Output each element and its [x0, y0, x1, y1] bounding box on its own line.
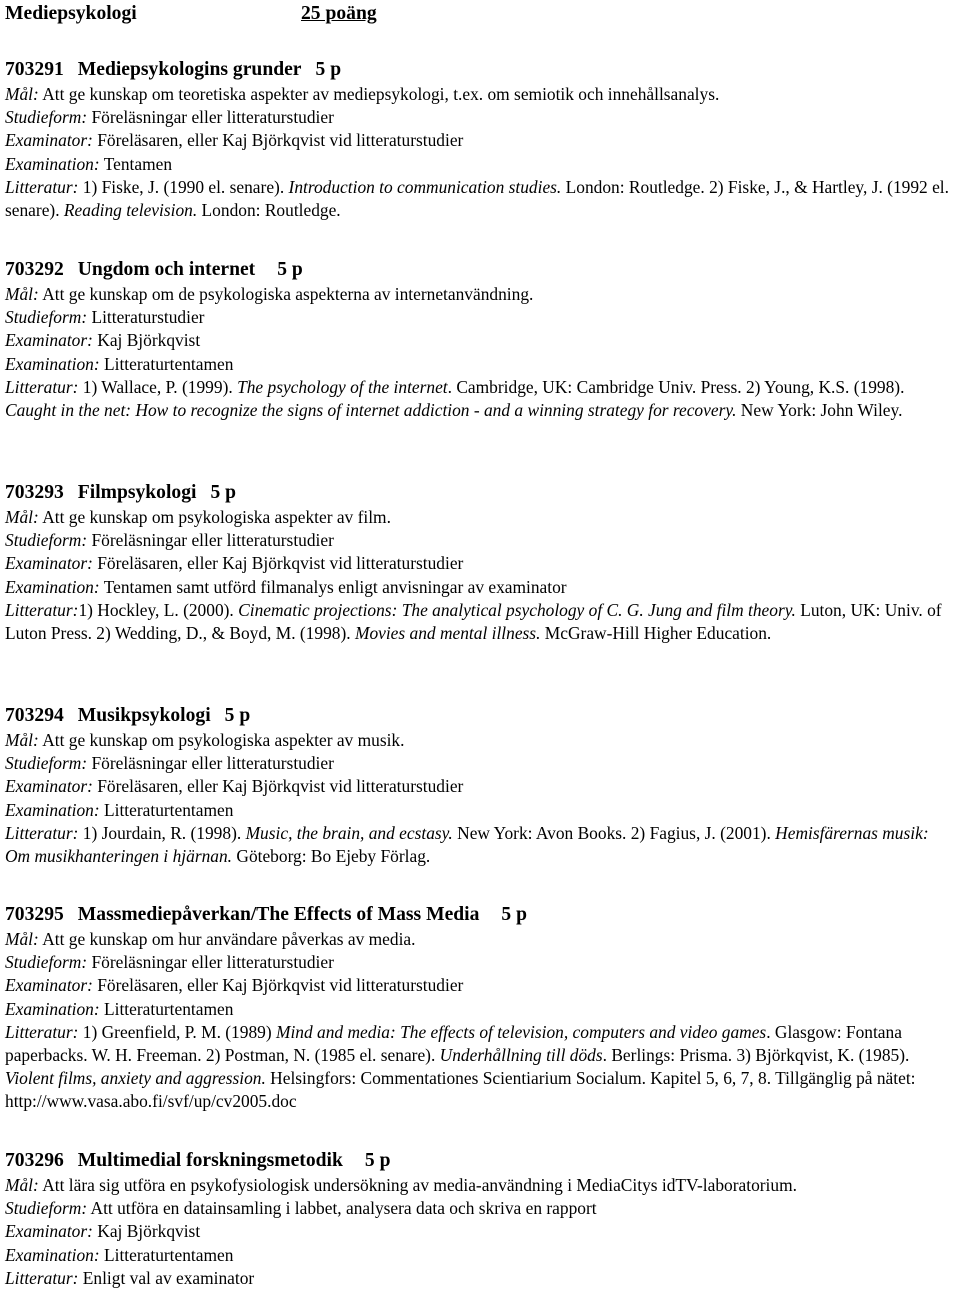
literature-text: 1) Hockley, L. (2000). [78, 599, 239, 620]
literature-title: Music, the brain, and ecstasy. [245, 822, 453, 843]
examiner-label: Examinator: [5, 975, 93, 996]
course-credits: 5 p [364, 1150, 391, 1171]
examination-text: Litteraturtentamen [99, 353, 234, 374]
course-section [5, 258, 957, 422]
course-name: Filmpsykologi [77, 482, 197, 503]
course-code: 703292 [5, 259, 64, 280]
course-study-form [5, 106, 957, 129]
literature-text: 1) Wallace, P. (1999). [78, 376, 238, 397]
literature-text: Göteborg: Bo Ejeby Förlag. [232, 846, 431, 867]
course-credits: 5 p [277, 259, 303, 280]
course-study-form [5, 306, 957, 329]
examination-text: Litteraturtentamen [99, 799, 234, 820]
goal-text: Att ge kunskap om teoretiska aspekter av mediepsykologi, t.ex. om semiotik och innehållsanalys. [38, 84, 720, 104]
examination-text: Tentamen [99, 153, 173, 174]
goal-label: Mål: [5, 1175, 39, 1195]
course-goal [5, 1174, 957, 1197]
course-code: 703294 [5, 705, 64, 726]
literature-title: Mind and media: The effects of television, computers and video games [275, 1021, 767, 1042]
literature-text: Helsingfors: Commentationes Scientiarium Socialum. Kapitel 5, 6, 7, 8. Tillgänglig på nätet: http://www.vasa.abo.fi/svf/up/cv2005.doc [5, 1068, 916, 1112]
course-examiner [5, 129, 957, 152]
study-form-label: Studieform: [5, 107, 88, 128]
literature-text: London: Routledge. [197, 200, 341, 221]
course-code: 703293 [5, 482, 64, 503]
study-form-text: Föreläsningar eller litteraturstudier [87, 530, 334, 551]
goal-text: Att lära sig utföra en psykofysiologisk undersökning av media-användning i MediaCitys idTV-laboratorium. [38, 1175, 797, 1195]
course-study-form [5, 529, 957, 552]
course-examination [5, 799, 957, 822]
course-examiner [5, 552, 957, 575]
course-literature [5, 1267, 957, 1290]
examination-label: Examination: [5, 153, 100, 174]
course-goal [5, 283, 957, 306]
course-name: Ungdom och internet [77, 259, 256, 280]
literature-label: Litteratur: [5, 822, 79, 843]
course-section [5, 1149, 957, 1290]
goal-label: Mål: [5, 507, 39, 527]
literature-title: Underhållning till döds [439, 1045, 603, 1066]
course-examination [5, 1244, 957, 1267]
literature-text: . Glasgow: Fontana paperbacks. W. H. Freeman. 2) Postman, N. (1985 el. senare). [5, 1021, 902, 1066]
examiner-text: Föreläsaren, eller Kaj Björkqvist vid litteraturstudier [92, 553, 464, 574]
study-form-text: Litteraturstudier [87, 307, 205, 328]
literature-text: 1) Greenfield, P. M. (1989) [78, 1021, 276, 1042]
course-heading [5, 704, 957, 728]
study-form-text: Att utföra en datainsamling i labbet, analysera data och skriva en rapport [87, 1198, 597, 1219]
course-credits: 5 p [210, 482, 237, 503]
literature-title: Caught in the net: How to recognize the signs of internet addiction - and a winning strategy for recovery. [5, 400, 737, 421]
literature-text: Luton, UK: Univ. of Luton Press. 2) Wedding, D., & Boyd, M. (1998). [5, 599, 942, 644]
literature-text: 1) Jourdain, R. (1998). [78, 822, 246, 843]
course-section [5, 903, 957, 1114]
literature-title: The psychology of the internet [237, 376, 448, 397]
goal-label: Mål: [5, 284, 39, 304]
course-goal [5, 928, 957, 951]
literature-text: London: Routledge. 2) Fiske, J., & Hartley, J. (1992 el. senare). [5, 176, 949, 221]
literature-text: . Berlings: Prisma. 3) Björkqvist, K. (1985). [602, 1045, 910, 1066]
examiner-label: Examinator: [5, 776, 93, 797]
examination-label: Examination: [5, 353, 100, 374]
examination-text: Litteraturtentamen [99, 1244, 234, 1265]
literature-label: Litteratur: [5, 176, 79, 197]
examination-label: Examination: [5, 799, 100, 820]
examiner-text: Föreläsaren, eller Kaj Björkqvist vid litteraturstudier [92, 975, 464, 996]
course-name: Musikpsykologi [77, 705, 211, 726]
goal-text: Att ge kunskap om de psykologiska aspekterna av internetanvändning. [38, 284, 534, 304]
literature-text: New York: Avon Books. 2) Fagius, J. (2001). [452, 822, 776, 843]
literature-text: 1) Fiske, J. (1990 el. senare). [78, 176, 289, 197]
study-form-text: Föreläsningar eller litteraturstudier [87, 107, 334, 128]
literature-text: . Cambridge, UK: Cambridge Univ. Press. 2) Young, K.S. (1998). [447, 376, 905, 397]
course-heading [5, 481, 957, 505]
document-header [5, 1, 957, 27]
course-examination [5, 576, 957, 599]
course-name: Mediepsykologins grunder [77, 59, 302, 80]
goal-text: Att ge kunskap om hur användare påverkas av media. [38, 929, 416, 949]
goal-text: Att ge kunskap om psykologiska aspekter av film. [38, 507, 391, 527]
course-examiner [5, 1220, 957, 1243]
literature-label: Litteratur: [5, 599, 79, 620]
course-heading [5, 58, 957, 82]
literature-text: McGraw-Hill Higher Education. [540, 623, 772, 644]
study-form-label: Studieform: [5, 307, 88, 328]
course-study-form [5, 752, 957, 775]
goal-label: Mål: [5, 730, 39, 750]
course-literature [5, 1021, 957, 1114]
examination-label: Examination: [5, 576, 100, 597]
literature-title: Violent films, anxiety and aggression. [5, 1068, 266, 1089]
course-heading [5, 903, 957, 927]
course-credits: 5 p [315, 59, 342, 80]
course-examiner [5, 974, 957, 997]
header-underlined [5, 1, 377, 27]
examiner-label: Examinator: [5, 553, 93, 574]
study-form-label: Studieform: [5, 530, 88, 551]
literature-text: Enligt val av examinator [78, 1267, 255, 1288]
course-name: Massmediepåverkan/The Effects of Mass Media [77, 904, 480, 925]
course-goal [5, 506, 957, 529]
course-section [5, 481, 957, 645]
examiner-text: Föreläsaren, eller Kaj Björkqvist vid litteraturstudier [92, 130, 464, 151]
course-heading [5, 1149, 957, 1173]
course-examination [5, 998, 957, 1021]
literature-label: Litteratur: [5, 1267, 79, 1288]
subject-title: Mediepsykologi [5, 3, 137, 24]
course-code: 703295 [5, 904, 64, 925]
literature-label: Litteratur: [5, 376, 79, 397]
literature-title: Movies and mental illness. [354, 623, 541, 644]
examination-text: Tentamen samt utförd filmanalys enligt anvisningar av examinator [99, 576, 567, 597]
examiner-text: Kaj Björkqvist [92, 330, 201, 351]
examination-label: Examination: [5, 998, 100, 1019]
course-study-form [5, 951, 957, 974]
course-code: 703291 [5, 59, 64, 80]
course-examination [5, 153, 957, 176]
document-page [0, 1, 960, 1295]
course-literature [5, 376, 957, 422]
course-study-form [5, 1197, 957, 1220]
examiner-label: Examinator: [5, 1221, 93, 1242]
course-section [5, 704, 957, 868]
course-goal [5, 729, 957, 752]
examination-text: Litteraturtentamen [99, 998, 234, 1019]
study-form-label: Studieform: [5, 952, 88, 973]
course-name: Multimedial forskningsmetodik [77, 1150, 343, 1171]
course-examiner [5, 329, 957, 352]
study-form-label: Studieform: [5, 753, 88, 774]
course-literature [5, 176, 957, 222]
course-goal [5, 83, 957, 106]
literature-title: Reading television. [63, 200, 198, 221]
examiner-text: Föreläsaren, eller Kaj Björkqvist vid litteraturstudier [92, 776, 464, 797]
goal-label: Mål: [5, 84, 39, 104]
goal-label: Mål: [5, 929, 39, 949]
total-credits: 25 poäng [301, 3, 377, 24]
course-literature [5, 599, 957, 645]
course-credits: 5 p [501, 904, 527, 925]
literature-title: Introduction to communication studies. [288, 176, 562, 197]
literature-text: New York: John Wiley. [736, 400, 903, 421]
goal-text: Att ge kunskap om psykologiska aspekter av musik. [38, 730, 405, 750]
course-credits: 5 p [224, 705, 251, 726]
course-examiner [5, 775, 957, 798]
course-code: 703296 [5, 1150, 64, 1171]
literature-title: Cinematic projections: The analytical psychology of C. G. Jung and film theory. [238, 599, 796, 620]
examiner-label: Examinator: [5, 330, 93, 351]
course-literature [5, 822, 957, 868]
literature-label: Litteratur: [5, 1021, 79, 1042]
study-form-label: Studieform: [5, 1198, 88, 1219]
study-form-text: Föreläsningar eller litteraturstudier [87, 753, 334, 774]
course-heading [5, 258, 957, 282]
course-examination [5, 353, 957, 376]
examiner-label: Examinator: [5, 130, 93, 151]
literature-title: Hemisfärernas musik: Om musikhanteringen i hjärnan. [5, 822, 929, 867]
course-section [5, 58, 957, 222]
study-form-text: Föreläsningar eller litteraturstudier [87, 952, 334, 973]
examination-label: Examination: [5, 1244, 100, 1265]
examiner-text: Kaj Björkqvist [92, 1221, 201, 1242]
